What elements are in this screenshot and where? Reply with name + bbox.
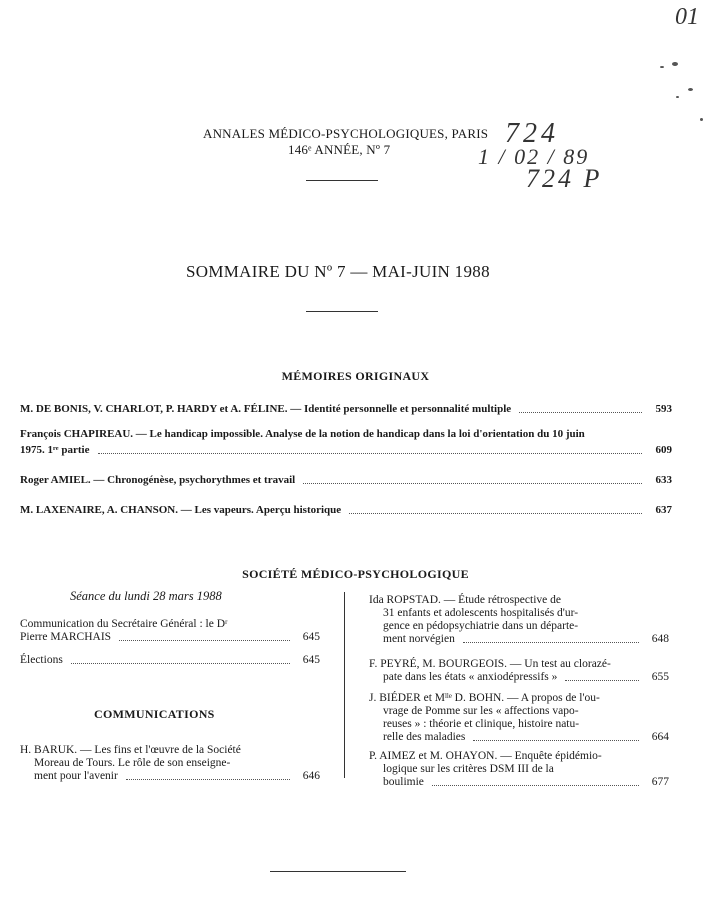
entry-text: F. PEYRÉ, M. BOURGEOIS. — Un test au clorazé- (369, 658, 611, 670)
entry-text-cont: vrage de Pomme sur les « affections vapo- (383, 705, 579, 717)
page-number: 593 (655, 403, 672, 415)
page-number: 633 (655, 474, 672, 486)
page-number: 646 (302, 770, 320, 782)
entry-text: Communication du Secrétaire Général : le Dʳ (20, 618, 228, 630)
handwritten-number-1: 724 (505, 118, 559, 149)
page-number: 677 (651, 776, 669, 788)
dot-leader (463, 642, 639, 643)
toc-entry[interactable] (20, 402, 672, 416)
entry-text-cont: ment pour l'avenir (34, 770, 118, 782)
seance-date: Séance du lundi 28 mars 1988 (70, 589, 222, 603)
dot-leader (303, 483, 642, 484)
entry-text-cont: 1975. 1ʳᵉ partie (20, 444, 90, 456)
entry-text-cont: gence en pédopsychiatrie dans un départe- (383, 620, 579, 632)
section-heading-societe: SOCIÉTÉ MÉDICO-PSYCHOLOGIQUE (242, 567, 469, 581)
entry-text: M. DE BONIS, V. CHARLOT, P. HARDY et A. FÉLINE. — Identité personnelle et personnalité multiple (20, 403, 512, 415)
entry-text: H. BARUK. — Les fins et l'œuvre de la Société (20, 744, 241, 756)
entry-text: Ida ROPSTAD. — Étude rétrospective de (369, 594, 561, 606)
toc-entry-peyre[interactable] (369, 658, 669, 684)
section-heading-memoires: MÉMOIRES ORIGINAUX (281, 369, 430, 383)
entry-text-cont: relle des maladies (383, 731, 466, 743)
entry-text-cont: logique sur les critères DSM III de la (383, 763, 554, 775)
entry-text: P. AIMEZ et M. OHAYON. — Enquête épidémio- (369, 750, 602, 762)
communications-heading: COMMUNICATIONS (94, 707, 215, 721)
entry-text-cont: pate dans les états « anxiodépressifs » (383, 671, 558, 683)
entry-text: J. BIÉDER et Mˡˡᵉ D. BOHN. — A propos de l'ou- (369, 692, 600, 704)
dot-leader (565, 680, 639, 681)
dot-leader (473, 740, 639, 741)
entry-text-cont: reuses » : théorie et clinique, histoire natu- (383, 718, 580, 730)
entry-text: Roger AMIEL. — Chronogénèse, psychorythmes et travail (20, 474, 296, 486)
entry-text: Élections (20, 654, 63, 666)
toc-entry-bieder[interactable] (369, 692, 669, 744)
page-number: 645 (302, 631, 320, 643)
entry-text-cont: Pierre MARCHAIS (20, 631, 112, 643)
bottom-rule (270, 871, 406, 872)
toc-entry-secretaire[interactable] (20, 618, 320, 644)
entry-text-cont: Moreau de Tours. Le rôle de son enseigne- (34, 757, 231, 769)
dot-leader (98, 453, 643, 454)
entry-text-cont: ment norvégien (383, 633, 455, 645)
dot-leader (119, 640, 290, 641)
page-number: 655 (651, 671, 669, 683)
page-number: 648 (651, 633, 669, 645)
page-title: SOMMAIRE DU Nº 7 — MAI-JUIN 1988 (186, 262, 490, 281)
column-divider (344, 592, 345, 778)
toc-entry-ropstad[interactable] (369, 594, 669, 646)
entry-text-cont: boulimie (383, 776, 424, 788)
dot-leader (432, 785, 639, 786)
toc-entry-elections[interactable] (20, 654, 320, 667)
page-number: 645 (302, 654, 320, 666)
toc-entry[interactable] (20, 473, 672, 487)
page-number: 664 (651, 731, 669, 743)
entry-text-cont: 31 enfants et adolescents hospitalisés d'ur- (383, 607, 579, 619)
handwritten-date: 1 / 02 / 89 (478, 144, 590, 169)
toc-entry[interactable] (20, 503, 672, 517)
entry-text: M. LAXENAIRE, A. CHANSON. — Les vapeurs. Aperçu historique (20, 504, 342, 516)
page-number: 637 (655, 504, 672, 516)
corner-mark: 01 (675, 4, 699, 30)
dot-leader (349, 513, 642, 514)
header-rule (306, 180, 378, 181)
toc-entry-aimez[interactable] (369, 750, 669, 789)
title-rule (306, 311, 378, 312)
year-issue: 146ᵉ ANNÉE, Nº 7 (288, 142, 391, 157)
toc-entry[interactable] (20, 427, 672, 457)
toc-entry-baruk[interactable] (20, 744, 320, 783)
handwritten-number-2: 724 P (526, 164, 603, 193)
dot-leader (126, 779, 290, 780)
entry-text: François CHAPIREAU. — Le handicap impossible. Analyse de la notion de handicap dans la loi d'orientation du 10 juin (20, 428, 585, 440)
dot-leader (519, 412, 642, 413)
journal-name: ANNALES MÉDICO-PSYCHOLOGIQUES, PARIS (203, 126, 489, 141)
dot-leader (71, 663, 290, 664)
page-number: 609 (655, 444, 672, 456)
